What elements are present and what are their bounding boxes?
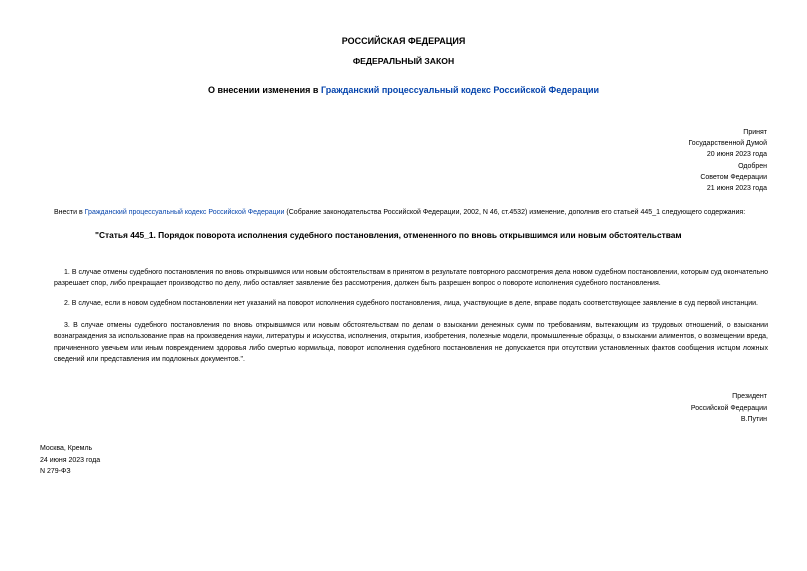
signature-line: Президент xyxy=(732,393,767,400)
country-heading: РОССИЙСКАЯ ФЕДЕРАЦИЯ xyxy=(341,36,466,46)
signature-line: Российской Федерации xyxy=(690,404,767,412)
intro-suffix: (Собрание законодательства Российской Федерации, 2002, N 46, ст.4532) изменение, дополнив его статьей 445_1 следующего содержания: xyxy=(284,209,746,216)
place-line: Москва, Кремль xyxy=(40,445,93,452)
adoption-line: 20 июня 2023 года xyxy=(706,151,767,159)
intro-prefix: Внести в xyxy=(54,209,85,216)
adoption-line: Принят xyxy=(743,129,767,136)
article-paragraph-2: 2. В случае, если в новом судебном постановлении нет указаний на поворот исполнения судебного постановления, лица, участвующие в деле, вправе подать соответствующее заявление в суд первой инстанции. xyxy=(64,300,758,307)
adoption-line: 21 июня 2023 года xyxy=(706,185,767,193)
adoption-line: Одобрен xyxy=(738,162,767,170)
civil-procedure-code-link[interactable]: Гражданский процессуальный кодекс Российской Федерации xyxy=(320,85,600,95)
date-line: 24 июня 2023 года xyxy=(40,456,101,464)
article-paragraph-1: 1. В случае отмены судебного постановления по вновь открывшимся или новым обстоятельствам в принятом в результате повторного рассмотрения дела новом судебном постановлении, которым суд окончательно разрешает спор, либо прекращает производство по делу, либо оставляет заявление без рассмотрения, должен быть разрешен вопрос о повороте исполнения судебного постановления. xyxy=(54,269,768,288)
law-number-line: N 279-ФЗ xyxy=(40,468,71,475)
signature-line: В.Путин xyxy=(740,416,767,423)
document-title xyxy=(0,85,807,95)
law-type-heading: ФЕДЕРАЛЬНЫЙ ЗАКОН xyxy=(352,56,455,66)
article-title: "Статья 445_1. Порядок поворота исполнения судебного постановления, отмененного по вновь открывшимся или новым обстоятельствам xyxy=(95,230,682,240)
intro-code-link[interactable]: Гражданский процессуальный кодекс Российской Федерации xyxy=(84,209,285,216)
adoption-line: Государственной Думой xyxy=(688,140,767,148)
adoption-line: Советом Федерации xyxy=(700,173,767,181)
adoption-block xyxy=(688,127,767,194)
article-paragraph-3: 3. В случае отмены судебного постановления по вновь открывшимся или новым обстоятельствам по делам о взыскании денежных сумм по требованиям, вытекающим из трудовых отношений, о взыскании вознаграждения за использование прав на произведения науки, литературы и искусства, исполнения, открытия, изобретения, полезные модели, промышленные образцы, о взыскании алиментов, о возмещении вреда, причиненного увечьем или иным повреждением здоровья либо смертью кормильца, поворот исполнения судебного постановления не допускается при отсутствии установленных фактов сообщения истцом ложных сведений или представления им подложных документов.". xyxy=(54,322,768,363)
intro-paragraph xyxy=(54,209,745,216)
signature-block xyxy=(691,391,767,426)
document-title-prefix: О внесении изменения в xyxy=(207,85,321,95)
place-date-block xyxy=(40,443,100,478)
